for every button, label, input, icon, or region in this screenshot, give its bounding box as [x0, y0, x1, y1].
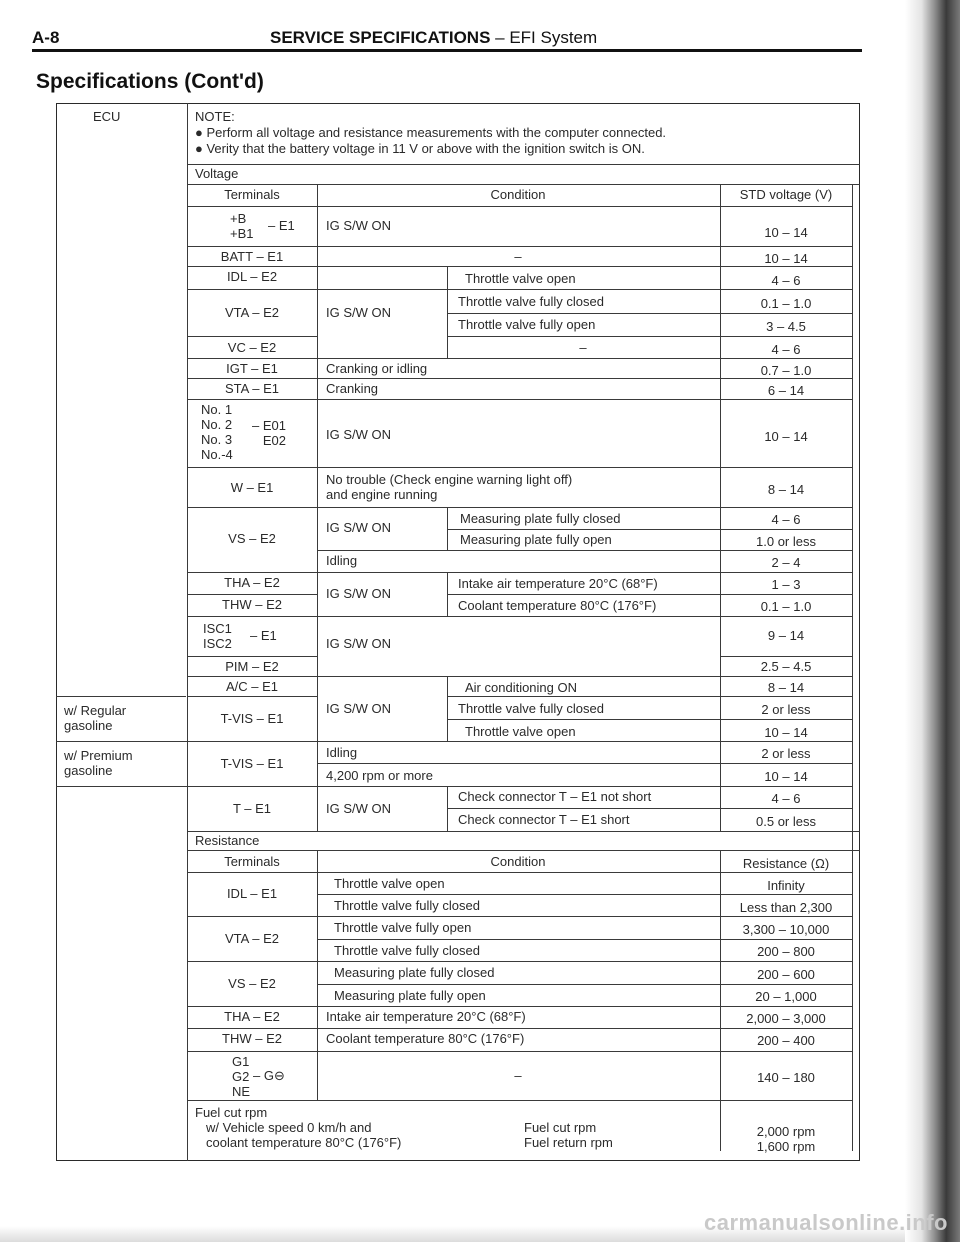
res-condition-vs-open: Measuring plate fully open	[334, 988, 486, 1003]
header-title-bold: SERVICE SPECIFICATIONS	[270, 28, 491, 47]
condition-vta-closed: Throttle valve fully closed	[458, 294, 604, 309]
fuel-cut-labels: Fuel cut rpm Fuel return rpm	[524, 1120, 613, 1150]
value-tvis-idling: 2 or less	[761, 746, 811, 761]
condition-vc: –	[579, 340, 587, 355]
value-isc: 9 – 14	[767, 628, 805, 643]
terminal-isc-right: – E1	[250, 628, 277, 643]
resistance-header-value: Resistance (Ω)	[742, 856, 830, 871]
rule	[317, 763, 852, 764]
fuel-cut-condition: w/ Vehicle speed 0 km/h and coolant temperature 80°C (176°F)	[206, 1120, 402, 1150]
value-igt: 0.7 – 1.0	[760, 363, 812, 378]
rule	[447, 507, 448, 550]
rule	[187, 594, 317, 595]
rule	[447, 529, 852, 530]
rule	[447, 336, 852, 337]
res-condition-idl-open: Throttle valve open	[334, 876, 445, 891]
terminal-idl: IDL – E2	[226, 269, 278, 284]
rule	[187, 1006, 852, 1007]
rule	[317, 984, 852, 985]
note-title: NOTE:	[195, 109, 235, 124]
rule	[187, 467, 852, 468]
note-item-text: Verity that the battery voltage in 11 V or above with the ignition switch is ON.	[206, 141, 645, 156]
rule	[187, 289, 852, 290]
rule	[187, 676, 852, 677]
condition-vs-ig: IG S/W ON	[326, 520, 391, 535]
res-value-vs-closed: 200 – 600	[757, 967, 815, 982]
rule	[187, 184, 860, 185]
rule	[187, 831, 860, 832]
rule	[187, 336, 317, 337]
rule	[720, 656, 852, 657]
page-number: A-8	[32, 28, 60, 47]
res-terminal-thw: THW – E2	[222, 1031, 282, 1046]
terminal-batt: BATT – E1	[220, 249, 284, 264]
value-b-e1: 10 – 14	[764, 225, 808, 240]
rule	[720, 850, 721, 1151]
condition-batt: –	[514, 249, 522, 264]
condition-vta-open: Throttle valve fully open	[458, 317, 596, 332]
condition-thw: Coolant temperature 80°C (176°F)	[458, 598, 657, 613]
condition-w: No trouble (Check engine warning light off) and engine running	[326, 472, 573, 502]
res-condition-vta-open: Throttle valve fully open	[334, 920, 472, 935]
condition-tvis-open: Throttle valve open	[465, 724, 576, 739]
rule	[187, 507, 852, 508]
res-terminal-tha: THA – E2	[224, 1009, 280, 1024]
res-value-vta-closed: 200 – 800	[757, 944, 815, 959]
value-t-not-short: 4 – 6	[771, 791, 801, 806]
rule	[447, 313, 852, 314]
condition-tvis-idling: Idling	[326, 745, 358, 760]
condition-idl: Throttle valve open	[465, 271, 576, 286]
rule	[317, 894, 852, 895]
terminal-tvis-premium: T-VIS – E1	[220, 756, 284, 771]
res-condition-thw: Coolant temperature 80°C (176°F)	[326, 1031, 525, 1046]
value-ac: 8 – 14	[767, 680, 805, 695]
rule	[317, 184, 318, 831]
condition-ac-ig: IG S/W ON	[326, 701, 391, 716]
voltage-header-value: STD voltage (V)	[739, 187, 833, 202]
rule	[317, 550, 852, 551]
rule	[317, 850, 318, 1100]
terminal-pim: PIM – E2	[225, 659, 279, 674]
res-condition-tha: Intake air temperature 20°C (68°F)	[326, 1009, 526, 1024]
res-value-vta-open: 3,300 – 10,000	[742, 922, 830, 937]
header-title-rest: – EFI System	[490, 28, 598, 47]
page-header	[270, 28, 597, 48]
terminal-b-left: +B +B1	[230, 211, 254, 241]
rule	[187, 850, 860, 851]
rule	[447, 786, 448, 831]
rule	[187, 1051, 852, 1052]
condition-tvis-rpm: 4,200 rpm or more	[326, 768, 433, 783]
rule	[187, 656, 317, 657]
rule	[187, 358, 852, 359]
section-title: Specifications (Cont'd)	[36, 70, 264, 93]
binding-edge-shadow	[905, 0, 960, 1242]
rule	[187, 206, 852, 207]
terminal-sta: STA – E1	[225, 381, 279, 396]
rule	[187, 266, 852, 267]
condition-tvis-closed: Throttle valve fully closed	[458, 701, 604, 716]
terminal-ac: A/C – E1	[225, 679, 279, 694]
value-tvis-rpm: 10 – 14	[764, 769, 808, 784]
fuel-cut-values: 2,000 rpm 1,600 rpm	[756, 1124, 816, 1154]
watermark: carmanualsonline.info	[704, 1210, 948, 1235]
rule	[187, 246, 852, 247]
rule	[56, 741, 852, 742]
rule	[447, 266, 448, 358]
header-rule	[32, 49, 862, 52]
value-w: 8 – 14	[767, 482, 805, 497]
terminal-b-right: – E1	[268, 218, 295, 233]
value-vs-idling: 2 – 4	[771, 555, 801, 570]
condition-ig-group1: IG S/W ON	[326, 305, 391, 320]
res-value-g: 140 – 180	[757, 1070, 815, 1085]
terminal-vs: VS – E2	[228, 531, 276, 546]
res-condition-vta-closed: Throttle valve fully closed	[334, 943, 480, 958]
rule	[187, 399, 852, 400]
value-vs-closed: 4 – 6	[771, 512, 801, 527]
regular-gasoline-label: w/ Regular gasoline	[64, 703, 127, 733]
terminal-tvis-regular: T-VIS – E1	[220, 711, 284, 726]
value-sta: 6 – 14	[767, 383, 805, 398]
rule	[56, 696, 186, 697]
ecu-label: ECU	[93, 109, 121, 124]
voltage-header-terminals: Terminals	[224, 187, 280, 202]
terminal-isc-left: ISC1 ISC2	[203, 621, 232, 651]
value-no: 10 – 14	[764, 429, 808, 444]
voltage-header-condition: Condition	[490, 187, 546, 202]
condition-sta: Cranking	[326, 381, 379, 396]
value-vta-closed: 0.1 – 1.0	[760, 296, 812, 311]
value-tvis-open: 10 – 14	[764, 725, 808, 740]
res-terminal-idl: IDL – E1	[226, 886, 278, 901]
rule	[447, 676, 448, 741]
res-value-idl-open: Infinity	[767, 878, 805, 893]
condition-tha: Intake air temperature 20°C (68°F)	[458, 576, 658, 591]
terminal-w: W – E1	[230, 480, 274, 495]
value-vs-open: 1.0 or less	[756, 534, 816, 549]
rule	[187, 696, 317, 697]
value-tha: 1 – 3	[771, 577, 801, 592]
res-condition-g: –	[514, 1068, 522, 1083]
res-value-idl-closed: Less than 2,300	[739, 900, 833, 915]
terminal-thw: THW – E2	[222, 597, 282, 612]
voltage-title: Voltage	[195, 166, 239, 181]
terminal-t: T – E1	[232, 801, 272, 816]
res-terminal-vta: VTA – E2	[225, 931, 279, 946]
rule	[447, 719, 852, 720]
rule	[852, 184, 853, 1151]
condition-igt: Cranking or idling	[326, 361, 428, 376]
premium-gasoline-label: w/ Premium gasoline	[64, 748, 133, 778]
rule	[187, 164, 860, 165]
res-value-vs-open: 20 – 1,000	[755, 989, 817, 1004]
res-terminal-g-left: G1 G2 NE	[232, 1054, 251, 1099]
res-terminal-vs: VS – E2	[228, 976, 276, 991]
note-item: ● Perform all voltage and resistance measurements with the computer connected.	[195, 125, 667, 140]
resistance-header-condition: Condition	[490, 854, 546, 869]
condition-no: IG S/W ON	[326, 427, 391, 442]
condition-vs-open: Measuring plate fully open	[460, 532, 612, 547]
terminal-no-left: No. 1 No. 2 No. 3 No.-4	[201, 402, 233, 462]
condition-vs-idling: Idling	[326, 553, 358, 568]
res-terminal-g-right: – G⊖	[253, 1068, 285, 1083]
rule	[447, 808, 852, 809]
resistance-header-terminals: Terminals	[224, 854, 280, 869]
rule	[187, 378, 852, 379]
value-vc: 4 – 6	[771, 342, 801, 357]
note-item-text: Perform all voltage and resistance measurements with the computer connected.	[206, 125, 667, 140]
terminal-vta: VTA – E2	[225, 305, 279, 320]
condition-t-not-short: Check connector T – E1 not short	[458, 789, 652, 804]
rule	[720, 184, 721, 831]
condition-isc-ig: IG S/W ON	[326, 636, 391, 651]
value-batt: 10 – 14	[764, 251, 808, 266]
rule	[447, 696, 852, 697]
condition-t-ig: IG S/W ON	[326, 801, 391, 816]
rule	[187, 103, 188, 1161]
terminal-no-right: – E01 E02	[252, 418, 286, 448]
value-t-short: 0.5 or less	[756, 814, 816, 829]
rule	[317, 939, 852, 940]
value-vta-open: 3 – 4.5	[766, 319, 806, 334]
terminal-vc: VC – E2	[227, 340, 277, 355]
condition-b-e1: IG S/W ON	[326, 218, 391, 233]
resistance-title: Resistance	[195, 833, 260, 848]
condition-t-short: Check connector T – E1 short	[458, 812, 630, 827]
value-pim: 2.5 – 4.5	[760, 659, 812, 674]
rule	[56, 786, 852, 787]
rule	[187, 961, 852, 962]
value-idl: 4 – 6	[771, 273, 801, 288]
rule	[187, 1100, 852, 1101]
fuel-cut-title: Fuel cut rpm	[195, 1105, 268, 1120]
rule	[187, 916, 852, 917]
rule	[187, 572, 852, 573]
terminal-tha: THA – E2	[224, 575, 280, 590]
note-item: ● Verity that the battery voltage in 11 V or above with the ignition switch is ON.	[195, 141, 645, 156]
res-condition-idl-closed: Throttle valve fully closed	[334, 898, 480, 913]
condition-tha-ig: IG S/W ON	[326, 586, 391, 601]
value-thw: 0.1 – 1.0	[760, 599, 812, 614]
rule	[447, 572, 448, 616]
condition-ac: Air conditioning ON	[465, 680, 577, 695]
rule	[447, 594, 852, 595]
rule	[187, 616, 852, 617]
res-value-tha: 2,000 – 3,000	[746, 1011, 826, 1026]
rule	[187, 1028, 852, 1029]
rule	[187, 872, 852, 873]
condition-vs-closed: Measuring plate fully closed	[460, 511, 621, 526]
res-value-thw: 200 – 400	[757, 1033, 815, 1048]
res-condition-vs-closed: Measuring plate fully closed	[334, 965, 495, 980]
value-tvis-closed: 2 or less	[761, 702, 811, 717]
terminal-igt: IGT – E1	[226, 361, 278, 376]
